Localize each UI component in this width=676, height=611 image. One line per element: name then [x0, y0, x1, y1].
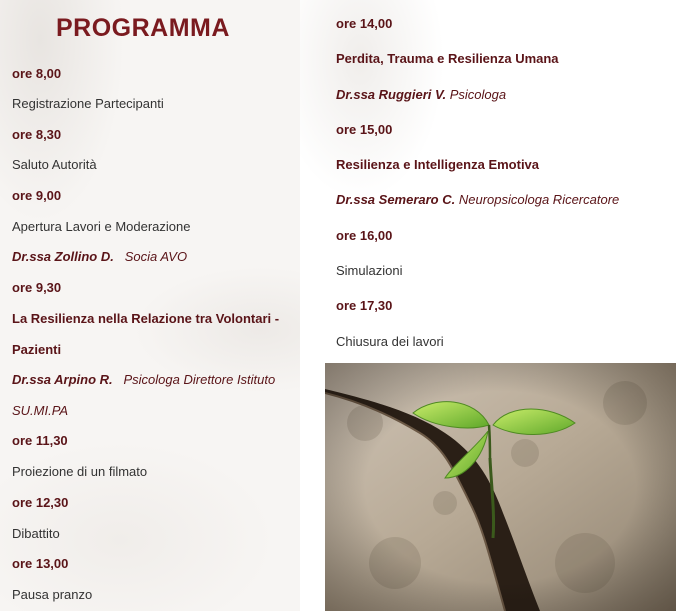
page-title: PROGRAMMA	[56, 14, 230, 42]
talk-title: La Resilienza nella Relazione tra Volontari -	[12, 311, 280, 326]
time-slot: ore 9,00	[12, 188, 62, 203]
sprout-icon	[325, 363, 676, 611]
agenda-item: Proiezione di un filmato	[12, 464, 148, 479]
time-slot: ore 9,30	[12, 280, 62, 295]
agenda-item: Saluto Autorità	[12, 157, 97, 172]
agenda-item: Pausa pranzo	[12, 587, 93, 602]
talk-title: Resilienza e Intelligenza Emotiva	[336, 157, 540, 172]
sprout-in-cracked-ground-image	[325, 363, 676, 611]
speaker-role: Psicologa	[449, 87, 507, 102]
speaker-name: Dr.ssa Semeraro C.	[336, 192, 456, 207]
speaker	[336, 192, 619, 207]
speaker-role: Socia AVO	[124, 249, 188, 264]
speaker-affiliation	[12, 403, 68, 418]
speaker-affiliation-text: SU.MI.PA	[12, 403, 69, 418]
speaker-role: Neuropsicologa Ricercatore	[458, 192, 620, 207]
speaker	[336, 87, 506, 102]
time-slot: ore 14,00	[336, 16, 393, 31]
agenda-item: Dibattito	[12, 526, 60, 541]
talk-title: Perdita, Trauma e Resilienza Umana	[336, 51, 559, 66]
agenda-item: Registrazione Partecipanti	[12, 96, 164, 111]
speaker	[12, 249, 187, 264]
time-slot: ore 11,30	[12, 433, 68, 448]
speaker-name: Dr.ssa Zollino D.	[12, 249, 114, 264]
time-slot: ore 17,30	[336, 298, 393, 313]
agenda-item: Chiusura dei lavori	[336, 334, 444, 349]
time-slot: ore 16,00	[336, 228, 393, 243]
speaker-role: Psicologa Direttore Istituto	[123, 372, 276, 387]
time-slot: ore 8,30	[12, 127, 62, 142]
left-background	[0, 0, 300, 611]
agenda-item: Apertura Lavori e Moderazione	[12, 219, 191, 234]
talk-title-continued: Pazienti	[12, 342, 62, 357]
agenda-item: Simulazioni	[336, 263, 403, 278]
time-slot: ore 8,00	[12, 66, 62, 81]
time-slot: ore 15,00	[336, 122, 393, 137]
speaker-name: Dr.ssa Arpino R.	[12, 372, 113, 387]
time-slot: ore 13,00	[12, 556, 69, 571]
time-slot: ore 12,30	[12, 495, 69, 510]
speaker	[12, 372, 275, 387]
speaker-name: Dr.ssa Ruggieri V.	[336, 87, 447, 102]
